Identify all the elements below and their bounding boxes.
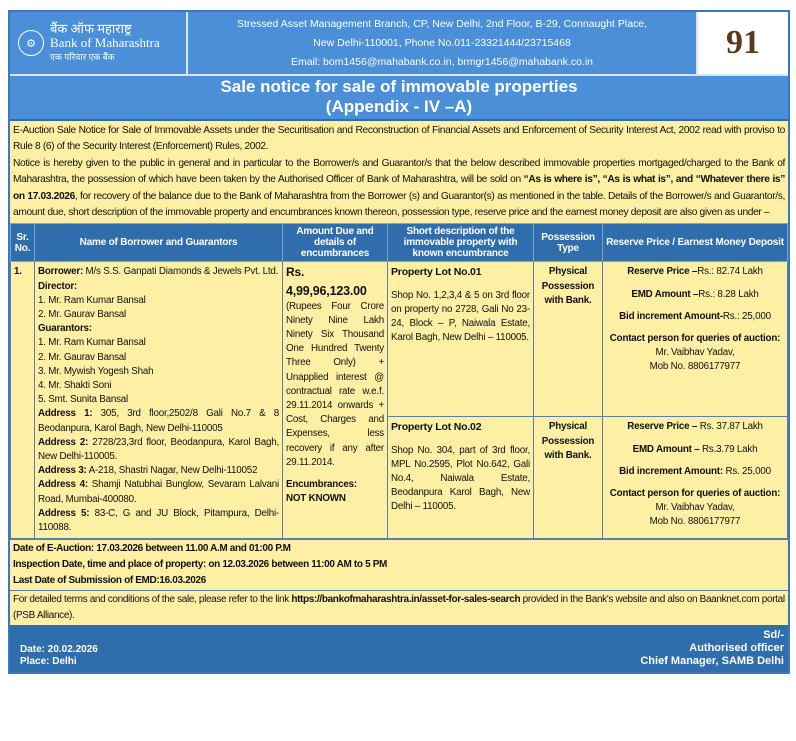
col-borrower: Name of Borrower and Guarantors xyxy=(35,224,283,262)
amount-cell xyxy=(283,262,388,539)
inspection-date: Inspection Date, time and place of property: on 12.03.2026 between 11:00 AM to 5 PM xyxy=(13,559,388,571)
amount-words: (Rupees Four Crore Ninety Nine Lakh Ninety Six Thousand One Hundred Twenty Three Only) + Unapplied interest @ contractual rate w.e.f. 29.11.2014 onwards + Cost, Charges and Expenses, less recovery if any after 29.11.2014. xyxy=(286,300,384,468)
contact-label: Contact person for queries of auction: xyxy=(609,488,781,500)
emd-amount: Rs.: 8.28 Lakh xyxy=(698,288,759,300)
contact-mobile: Mob No. 8806177977 xyxy=(649,361,741,373)
intro-paragraph-1: E-Auction Sale Notice for Sale of Immovable Assets under the Securitisation and Reconstruction of Financial Assets and Enforcement of Security Interest Act, 2002 read with proviso to Rule 8 (6) of the Security Interest (Enforcement) Rules, 2002. xyxy=(13,125,785,153)
col-reserve: Reserve Price / Earnest Money Deposit xyxy=(603,224,788,262)
reserve-label: Reserve Price – xyxy=(627,266,698,278)
intro-text: , for recovery of the balance due to the Bank of Maharashtra from the Borrower (s) and Guarantor(s) as mentioned in the table. Details of the Borrower/s and Guarantor/s, amount due, short description of the immovable property and encumbrances known thereon, possession type, reserve price and the earnest money deposit are also given as under – xyxy=(13,190,785,219)
bid-label: Bid increment Amount- xyxy=(619,310,723,322)
address-label: Address 2: xyxy=(38,436,89,448)
anniversary-logo: 91 xyxy=(696,12,788,74)
properties-table xyxy=(10,223,788,539)
col-description: Short description of the immovable property with known encumbrance xyxy=(388,224,534,262)
emd-label: EMD Amount – xyxy=(631,288,699,300)
signature-footer xyxy=(10,625,788,672)
reserve-price: Rs. 37.87 Lakh xyxy=(697,421,763,433)
terms xyxy=(10,590,788,625)
terms-link[interactable]: https://bankofmaharashtra.in/asset-for-sales-search xyxy=(291,594,521,606)
address-text: 2728/23,3rd floor, Beodanpura, Karol Bagh, New Delhi-110005. xyxy=(38,436,280,463)
director: 1. Mr. Ram Kumar Bansal xyxy=(38,294,146,306)
address-text: Shamji Natubhai Bunglow, Sevaram Lalvani Road, Mumbai-400080. xyxy=(38,479,279,505)
lot-2-possession xyxy=(534,417,603,539)
director-label: Director: xyxy=(38,280,78,292)
address-label: Address 3: xyxy=(38,465,87,477)
borrower-name: M/s S.S. Ganpati Diamonds & Jewels Pvt. Ltd. xyxy=(83,266,279,278)
intro xyxy=(10,121,788,223)
address xyxy=(38,407,279,435)
guarantor: 5. Smt. Sunita Bansal xyxy=(38,394,129,406)
email: Email: bom1456@mahabank.co.in, brmgr1456@mahabank.co.in xyxy=(290,56,594,68)
table-header xyxy=(11,224,788,262)
address-label: Address 4: xyxy=(38,479,88,491)
lot-2-reserve xyxy=(603,417,788,539)
intro-text: Notice is hereby given to the public in general and in particular to the Borrower/s and Guarantor/s that the below described immovable properties mortgaged/charged to the Bank of Maharashtra, the possession of which have been taken by the Authorised Officer of Bank of Maharashtra, will be sold on xyxy=(13,157,785,186)
address-text: 305, 3rd floor,2502/8 Gali No.7 & 8 Beodanpura, Karol Bagh, New Delhi-110005 xyxy=(38,408,279,434)
sale-notice xyxy=(8,10,790,674)
col-amount: Amount Due and details of encumbrances xyxy=(283,224,388,262)
guarantor: 2. Mr. Gaurav Bansal xyxy=(38,351,127,363)
col-possession: Possession Type xyxy=(534,224,603,262)
tagline: एक परिवार एक बैंक xyxy=(50,52,115,62)
reserve-price: Rs.: 82.74 Lakh xyxy=(697,266,763,278)
address-text: A-218, Shastri Nagar, New Delhi-110052 xyxy=(86,465,258,477)
auction-date: Date of E-Auction: 17.03.2026 between 11.00 A.M and 01:00 P.M xyxy=(13,543,291,555)
auction-details xyxy=(10,539,788,590)
bid-increment: Rs.: 25,000 xyxy=(722,310,771,322)
bank-logo xyxy=(10,12,188,74)
contact-name: Mr. Vaibhav Yadav, xyxy=(655,502,735,514)
officer-title: Authorised officer xyxy=(689,642,784,655)
address xyxy=(38,436,279,464)
page-title xyxy=(10,76,788,121)
guarantor: 3. Mr. Mywish Yogesh Shah xyxy=(38,365,154,377)
signature: Sd/- xyxy=(763,629,784,642)
address-text: 83-C, G and JU Block, Pitampura, Delhi-110088. xyxy=(38,507,279,534)
bank-name-hindi: बैंक ऑफ महाराष्ट्र xyxy=(50,21,132,36)
address-label: Address 1: xyxy=(38,408,93,420)
emd-amount: Rs.3.79 Lakh xyxy=(699,443,758,455)
lot-desc: Shop No. 1,2,3,4 & 5 on 3rd floor on property no 2728, Gali No 23-24, Block – P, Naiwala Estate, Karol Bagh, New Delhi – 110005. xyxy=(391,289,530,344)
guarantor: 4. Mr. Shakti Soni xyxy=(38,380,112,392)
address-label: Address 5: xyxy=(38,507,90,519)
terms-text: For detailed terms and conditions of the sale, please refer to the link xyxy=(13,594,292,606)
emd-label: EMD Amount – xyxy=(632,443,700,455)
address-line1: Stressed Asset Management Branch, CP, New Delhi, 2nd Floor, B-29, Connaught Place, xyxy=(236,18,648,30)
emd-last-date: Last Date of Submission of EMD:16.03.2026 xyxy=(13,575,206,587)
encumbrances-value: NOT KNOWN xyxy=(286,493,346,505)
officer-designation: Chief Manager, SAMB Delhi xyxy=(640,655,784,668)
col-sr: Sr. No. xyxy=(11,224,35,262)
encumbrances-label: Encumbrances: xyxy=(286,479,357,491)
contact-label: Contact person for queries of auction: xyxy=(609,333,781,345)
letterhead xyxy=(10,12,788,76)
terms-text: provided in the Bank's website and also on Baanknet.com portal (PSB Alliance). xyxy=(13,594,785,622)
bank-emblem-icon: ⚙ xyxy=(18,30,44,56)
borrower-cell xyxy=(35,262,283,539)
possession-type: Physical Possession with Bank. xyxy=(541,421,595,461)
lot-2-description xyxy=(388,417,534,539)
guarantor: 1. Mr. Ram Kumar Bansal xyxy=(38,337,146,349)
contact-name: Mr. Vaibhav Yadav, xyxy=(655,347,735,359)
borrower-label: Borrower: xyxy=(38,266,84,278)
intro-paragraph-2 xyxy=(13,156,785,222)
lot-1-possession xyxy=(534,262,603,417)
sr-no xyxy=(11,262,35,539)
table-row xyxy=(11,262,788,417)
address-line2: New Delhi-110001, Phone No.011-23321444/23715468 xyxy=(313,37,571,49)
title-line1: Sale notice for sale of immovable properties xyxy=(220,77,578,96)
possession-type: Physical Possession with Bank. xyxy=(541,266,595,306)
guarantor-label: Guarantors: xyxy=(38,323,92,335)
bank-name: Bank of Maharashtra xyxy=(50,35,160,50)
lot-desc: Shop No. 304, part of 3rd floor, MPL No.2595, Plot No.642, Gali No.4, Naiwala Estate, Beodanpura Karol Bagh, New Delhi – 110005. xyxy=(391,444,530,513)
amount-currency: Rs. xyxy=(286,265,305,280)
lot-title: Property Lot No.02 xyxy=(391,421,482,434)
sr-value: 1. xyxy=(14,266,22,278)
address xyxy=(38,478,279,506)
sale-terms: “As is where is”, “As is what is”, and “Whatever there is” on 17.03.2026 xyxy=(13,174,785,202)
lot-1-description xyxy=(388,262,534,417)
director: 2. Mr. Gaurav Bansal xyxy=(38,309,127,321)
contact-mobile: Mob No. 8806177977 xyxy=(649,516,741,528)
amount-due: 4,99,96,123.00 xyxy=(286,283,367,298)
address xyxy=(38,507,279,535)
title-line2: (Appendix - IV –A) xyxy=(325,97,473,116)
reserve-label: Reserve Price – xyxy=(627,421,698,433)
branch-address xyxy=(188,12,696,74)
notice-place: Place: Delhi xyxy=(20,656,77,668)
bid-label: Bid increment Amount: xyxy=(619,465,723,477)
lot-1-reserve xyxy=(603,262,788,417)
lot-title: Property Lot No.01 xyxy=(391,266,482,279)
address xyxy=(38,464,279,478)
bid-increment: Rs. 25,000 xyxy=(722,465,771,477)
notice-date: Date: 20.02.2026 xyxy=(20,644,98,656)
